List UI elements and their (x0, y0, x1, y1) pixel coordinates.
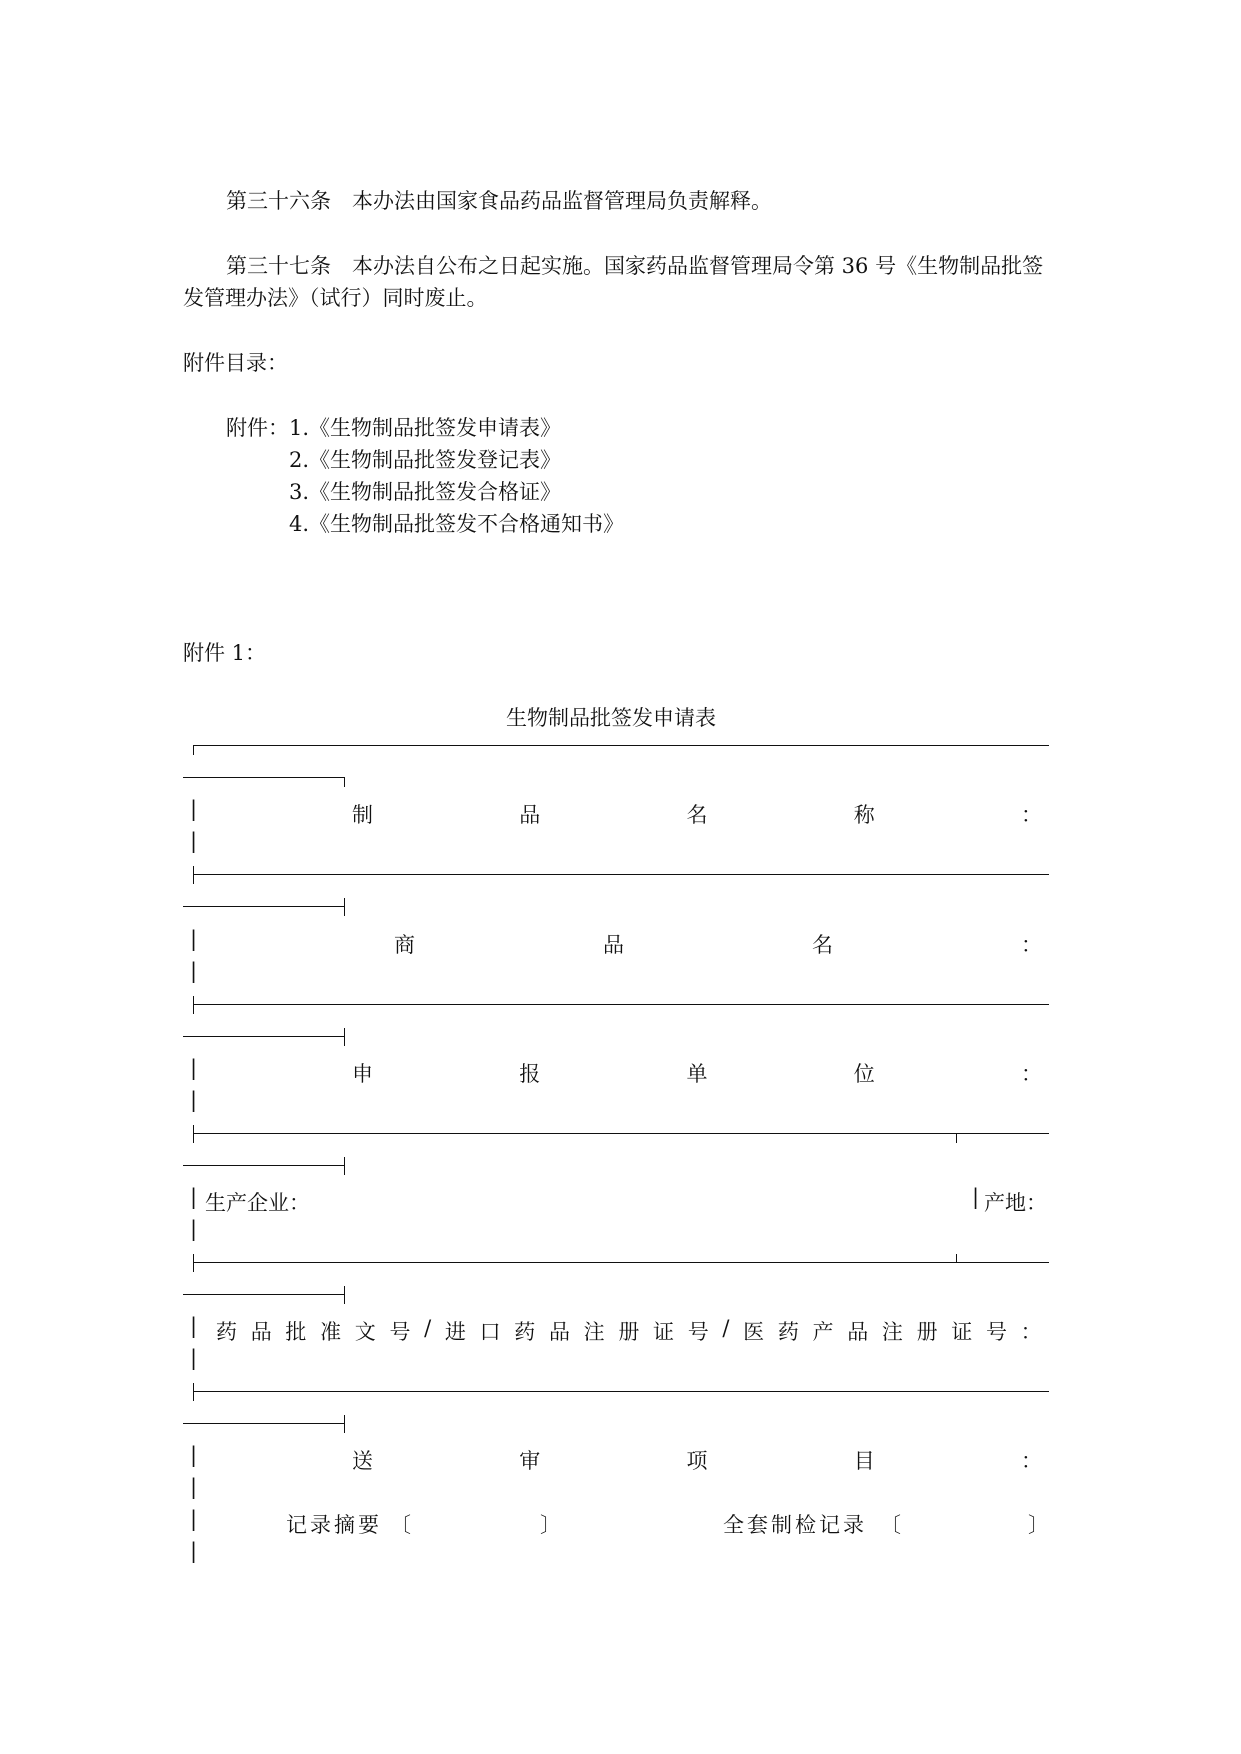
box-bar: | (190, 959, 198, 983)
bracket-open: 〔 (390, 1513, 411, 1537)
bracket-open: 〔 (880, 1513, 901, 1537)
appendix-1-label: 附件 1： (183, 641, 267, 665)
box-corner (344, 1028, 345, 1046)
box-bar: | (190, 1056, 198, 1080)
box-line (193, 1391, 1049, 1392)
box-line (193, 874, 1049, 875)
box-line (193, 1133, 1049, 1134)
form-title: 生物制品批签发申请表 (506, 706, 716, 730)
box-bar: | (972, 1185, 980, 1209)
box-corner (344, 1157, 345, 1175)
article-37-line1: 第三十七条 本办法自公布之日起实施。国家药品监督管理局令第 36 号《生物制品批签 (226, 254, 1044, 278)
box-line (193, 1004, 1049, 1005)
field-full-record: 全套制检记录 (723, 1513, 867, 1537)
box-line (183, 1294, 345, 1295)
box-bar: | (190, 1475, 198, 1499)
field-approval-number: 药 品 批 准 文 号 / 进 口 药 品 注 册 证 号 / 医 药 产 品 注 册 证 号 ： (216, 1316, 1042, 1344)
appendix-item-2: 2.《生物制品批签发登记表》 (289, 448, 562, 472)
box-bar: | (190, 1507, 198, 1531)
box-corner (956, 1133, 957, 1143)
field-review-items: 送 审 项 目 ： (352, 1449, 1042, 1473)
box-bar: | (190, 1539, 198, 1563)
box-corner (193, 1125, 194, 1143)
appendix-item-3: 3.《生物制品批签发合格证》 (289, 480, 562, 504)
field-product-name: 制 品 名 称 ： (352, 803, 1042, 827)
box-corner (193, 745, 194, 755)
box-corner (344, 898, 345, 916)
box-corner (193, 996, 194, 1014)
box-line (183, 906, 345, 907)
box-corner (344, 1286, 345, 1304)
box-corner (344, 777, 345, 787)
appendix-catalog-prefix: 附件： (226, 416, 289, 440)
box-line (183, 1423, 345, 1424)
article-36: 第三十六条 本办法由国家食品药品监督管理局负责解释。 (226, 189, 772, 213)
appendix-catalog-title: 附件目录： (183, 351, 288, 375)
field-applicant: 申 报 单 位 ： (352, 1062, 1042, 1086)
box-corner (193, 1254, 194, 1272)
box-line (183, 1036, 345, 1037)
box-bar: | (190, 1346, 198, 1370)
box-bar: | (190, 1088, 198, 1112)
box-bar: | (190, 1443, 198, 1467)
box-line (193, 745, 1049, 746)
appendix-item-4: 4.《生物制品批签发不合格通知书》 (289, 512, 625, 536)
box-corner (956, 1254, 957, 1262)
bracket-close: 〕 (540, 1513, 561, 1537)
box-corner (193, 1383, 194, 1401)
box-bar: | (190, 797, 198, 821)
bracket-close: 〕 (1028, 1513, 1049, 1537)
box-line (193, 1262, 1049, 1263)
field-trade-name: 商 品 名 ： (394, 933, 1042, 957)
field-manufacturer: 生产企业： (205, 1191, 310, 1215)
field-origin: 产地： (984, 1191, 1047, 1215)
appendix-item-1: 1.《生物制品批签发申请表》 (289, 416, 562, 440)
box-corner (193, 866, 194, 884)
field-record-summary: 记录摘要 (286, 1513, 382, 1537)
box-bar: | (190, 829, 198, 853)
box-bar: | (190, 1185, 198, 1209)
box-line (183, 777, 345, 778)
article-37-line2: 发管理办法》（试行）同时废止。 (183, 286, 488, 310)
box-corner (344, 1415, 345, 1433)
box-bar: | (190, 927, 198, 951)
box-bar: | (190, 1314, 198, 1338)
box-bar: | (190, 1217, 198, 1241)
box-line (183, 1165, 345, 1166)
